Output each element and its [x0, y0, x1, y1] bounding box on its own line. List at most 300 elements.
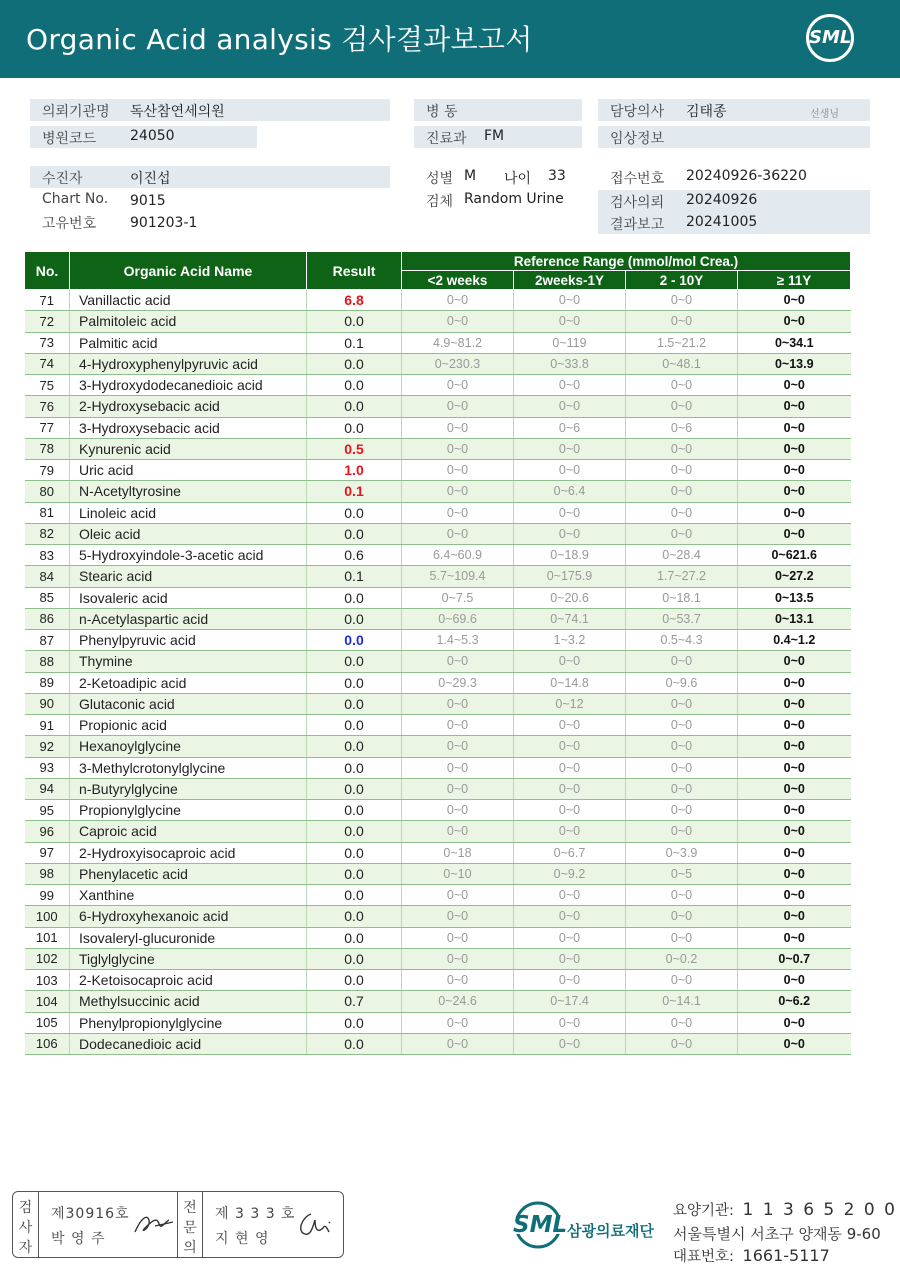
result-value: 0.0 [307, 821, 402, 842]
row-number: 90 [25, 693, 70, 714]
range-2-10y: 0~0 [626, 1012, 738, 1033]
range-11y: 0~0 [738, 800, 851, 821]
range-under-2weeks: 0~0 [402, 736, 514, 757]
range-2-10y: 1.5~21.2 [626, 332, 738, 353]
row-number: 89 [25, 672, 70, 693]
header-name: Organic Acid Name [70, 252, 307, 290]
range-under-2weeks: 0~69.6 [402, 608, 514, 629]
range-2-10y: 0~0 [626, 715, 738, 736]
result-value: 0.0 [307, 375, 402, 396]
range-under-2weeks: 4.9~81.2 [402, 332, 514, 353]
range-2weeks-1y: 0~6.7 [514, 842, 626, 863]
range-2-10y: 0~0 [626, 1033, 738, 1054]
table-row [25, 523, 851, 544]
foundation-address: 서울특별시 서초구 양재동 9-60 [673, 1225, 881, 1243]
result-value: 0.0 [307, 715, 402, 736]
range-2-10y: 0~0 [626, 375, 738, 396]
acid-name: Caproic acid [70, 821, 307, 842]
result-value: 0.0 [307, 651, 402, 672]
table-row [25, 630, 851, 651]
range-2weeks-1y: 0~0 [514, 502, 626, 523]
row-number: 94 [25, 778, 70, 799]
range-2-10y: 0~3.9 [626, 842, 738, 863]
acid-name: Thymine [70, 651, 307, 672]
table-row [25, 460, 851, 481]
acid-name: Propionic acid [70, 715, 307, 736]
range-11y: 0~13.9 [738, 353, 851, 374]
range-2weeks-1y: 0~14.8 [514, 672, 626, 693]
range-2-10y: 0~0 [626, 970, 738, 991]
request-date-field: 검사의뢰 20240926 [598, 190, 870, 212]
range-2-10y: 1.7~27.2 [626, 566, 738, 587]
range-under-2weeks: 0~0 [402, 927, 514, 948]
row-number: 92 [25, 736, 70, 757]
row-number: 106 [25, 1033, 70, 1054]
range-11y: 0~0 [738, 757, 851, 778]
range-under-2weeks: 0~7.5 [402, 587, 514, 608]
row-number: 105 [25, 1012, 70, 1033]
table-row [25, 375, 851, 396]
result-value: 0.0 [307, 630, 402, 651]
row-number: 93 [25, 757, 70, 778]
range-2weeks-1y: 0~33.8 [514, 353, 626, 374]
range-2-10y: 0~0 [626, 800, 738, 821]
range-2-10y: 0~5 [626, 863, 738, 884]
table-row [25, 821, 851, 842]
table-row [25, 906, 851, 927]
acid-name: 6-Hydroxyhexanoic acid [70, 906, 307, 927]
range-11y: 0~0 [738, 396, 851, 417]
range-11y: 0~34.1 [738, 332, 851, 353]
table-row [25, 863, 851, 884]
range-2-10y: 0~48.1 [626, 353, 738, 374]
result-value: 0.0 [307, 693, 402, 714]
range-2-10y: 0~18.1 [626, 587, 738, 608]
range-under-2weeks: 0~0 [402, 906, 514, 927]
row-number: 104 [25, 991, 70, 1012]
table-row [25, 970, 851, 991]
range-2weeks-1y: 0~0 [514, 523, 626, 544]
table-row [25, 736, 851, 757]
table-row [25, 438, 851, 459]
acid-name: Phenylpropionylglycine [70, 1012, 307, 1033]
range-11y: 0~0 [738, 736, 851, 757]
result-value: 0.0 [307, 587, 402, 608]
range-under-2weeks: 0~0 [402, 311, 514, 332]
table-row [25, 566, 851, 587]
row-number: 78 [25, 438, 70, 459]
range-under-2weeks: 0~0 [402, 970, 514, 991]
range-2weeks-1y: 1~3.2 [514, 630, 626, 651]
report-date-field: 결과보고 20241005 [598, 212, 870, 234]
acid-name: Xanthine [70, 885, 307, 906]
range-under-2weeks: 0~0 [402, 821, 514, 842]
specialist-label: 전문의 [177, 1192, 203, 1257]
acid-name: Vanillactic acid [70, 290, 307, 311]
result-value: 0.7 [307, 991, 402, 1012]
row-number: 91 [25, 715, 70, 736]
table-row [25, 545, 851, 566]
table-row [25, 608, 851, 629]
range-under-2weeks: 0~0 [402, 523, 514, 544]
range-under-2weeks: 0~0 [402, 502, 514, 523]
acid-name: 3-Hydroxydodecanedioic acid [70, 375, 307, 396]
range-2weeks-1y: 0~0 [514, 311, 626, 332]
range-11y: 0~0 [738, 1012, 851, 1033]
examiner-label: 검사자 [13, 1192, 39, 1257]
range-under-2weeks: 0~0 [402, 693, 514, 714]
range-2weeks-1y: 0~6 [514, 417, 626, 438]
result-value: 0.0 [307, 502, 402, 523]
range-2weeks-1y: 0~12 [514, 693, 626, 714]
table-row [25, 672, 851, 693]
acid-name: 4-Hydroxyphenylpyruvic acid [70, 353, 307, 374]
row-number: 88 [25, 651, 70, 672]
range-2-10y: 0~0 [626, 821, 738, 842]
range-11y: 0~0 [738, 693, 851, 714]
acid-name: Oleic acid [70, 523, 307, 544]
result-value: 0.1 [307, 332, 402, 353]
range-11y: 0~0 [738, 417, 851, 438]
receipt-no-field: 접수번호 20240926-36220 [610, 168, 807, 187]
row-number: 84 [25, 566, 70, 587]
range-under-2weeks: 0~0 [402, 417, 514, 438]
table-row [25, 991, 851, 1012]
range-2weeks-1y: 0~0 [514, 885, 626, 906]
table-row [25, 1012, 851, 1033]
signature-box [12, 1191, 344, 1258]
result-value: 0.0 [307, 1033, 402, 1054]
result-value: 0.5 [307, 438, 402, 459]
range-11y: 0~0 [738, 885, 851, 906]
range-11y: 0~0 [738, 863, 851, 884]
result-value: 0.0 [307, 311, 402, 332]
range-2weeks-1y: 0~0 [514, 1012, 626, 1033]
range-2-10y: 0~0 [626, 651, 738, 672]
range-11y: 0~0 [738, 672, 851, 693]
table-row [25, 715, 851, 736]
acid-name: n-Butyrylglycine [70, 778, 307, 799]
acid-name: Kynurenic acid [70, 438, 307, 459]
acid-name: Linoleic acid [70, 502, 307, 523]
acid-name: Methylsuccinic acid [70, 991, 307, 1012]
range-2-10y: 0~28.4 [626, 545, 738, 566]
result-value: 0.0 [307, 608, 402, 629]
range-under-2weeks: 0~0 [402, 375, 514, 396]
range-under-2weeks: 0~0 [402, 651, 514, 672]
result-value: 6.8 [307, 290, 402, 311]
header-range-2weeks-1y: 2weeks-1Y [514, 271, 626, 290]
header-range-under-2weeks: <2 weeks [402, 271, 514, 290]
row-number: 87 [25, 630, 70, 651]
range-2weeks-1y: 0~175.9 [514, 566, 626, 587]
row-number: 97 [25, 842, 70, 863]
range-11y: 0~0 [738, 502, 851, 523]
header-range-11y: ≥ 11Y [738, 271, 851, 290]
result-value: 0.0 [307, 800, 402, 821]
range-2-10y: 0~53.7 [626, 608, 738, 629]
acid-name: 2-Ketoisocaproic acid [70, 970, 307, 991]
row-number: 72 [25, 311, 70, 332]
row-number: 101 [25, 927, 70, 948]
result-value: 0.0 [307, 1012, 402, 1033]
range-under-2weeks: 6.4~60.9 [402, 545, 514, 566]
examiner-signature [131, 1210, 177, 1238]
range-2weeks-1y: 0~0 [514, 970, 626, 991]
range-2weeks-1y: 0~0 [514, 438, 626, 459]
header-result: Result [307, 252, 402, 290]
range-2-10y: 0~0 [626, 290, 738, 311]
result-value: 0.6 [307, 545, 402, 566]
range-2weeks-1y: 0~0 [514, 375, 626, 396]
acid-name: 2-Ketoadipic acid [70, 672, 307, 693]
range-11y: 0~0 [738, 375, 851, 396]
range-2weeks-1y: 0~9.2 [514, 863, 626, 884]
range-2-10y: 0~0 [626, 438, 738, 459]
row-number: 99 [25, 885, 70, 906]
range-2weeks-1y: 0~0 [514, 821, 626, 842]
acid-name: 3-Hydroxysebacic acid [70, 417, 307, 438]
table-row [25, 587, 851, 608]
acid-name: Palmitic acid [70, 332, 307, 353]
row-number: 103 [25, 970, 70, 991]
result-value: 0.0 [307, 778, 402, 799]
results-table [24, 251, 851, 1055]
row-number: 76 [25, 396, 70, 417]
range-2weeks-1y: 0~0 [514, 927, 626, 948]
acid-name: Palmitoleic acid [70, 311, 307, 332]
acid-name: Phenylpyruvic acid [70, 630, 307, 651]
acid-name: Uric acid [70, 460, 307, 481]
range-2weeks-1y: 0~17.4 [514, 991, 626, 1012]
range-11y: 0~0 [738, 481, 851, 502]
table-row [25, 311, 851, 332]
row-number: 85 [25, 587, 70, 608]
range-11y: 0~0 [738, 651, 851, 672]
institution-code: 요양기관: 1 1 3 6 5 2 0 0 [673, 1200, 897, 1220]
row-number: 100 [25, 906, 70, 927]
acid-name: n-Acetylaspartic acid [70, 608, 307, 629]
range-11y: 0.4~1.2 [738, 630, 851, 651]
acid-name: Hexanoylglycine [70, 736, 307, 757]
table-row [25, 885, 851, 906]
range-under-2weeks: 1.4~5.3 [402, 630, 514, 651]
range-under-2weeks: 0~0 [402, 290, 514, 311]
specialist-signature [295, 1208, 339, 1240]
table-row [25, 290, 851, 311]
range-11y: 0~27.2 [738, 566, 851, 587]
range-2weeks-1y: 0~0 [514, 736, 626, 757]
result-value: 0.0 [307, 885, 402, 906]
result-value: 0.0 [307, 353, 402, 374]
table-row [25, 693, 851, 714]
examiner-name: 박 영 주 [51, 1231, 106, 1247]
range-2-10y: 0~0 [626, 523, 738, 544]
acid-name: Propionylglycine [70, 800, 307, 821]
department-field: 진료과 FM [414, 126, 582, 148]
hospital-code-field: 병원코드 24050 [30, 126, 257, 148]
patient-field: 수진자 이진섭 [30, 166, 390, 188]
range-2weeks-1y: 0~0 [514, 460, 626, 481]
range-under-2weeks: 0~0 [402, 460, 514, 481]
row-number: 80 [25, 481, 70, 502]
acid-name: 3-Methylcrotonylglycine [70, 757, 307, 778]
row-number: 75 [25, 375, 70, 396]
doctor-field: 담당의사 김태종 선생님 [598, 99, 870, 121]
ward-field: 병 동 [414, 99, 582, 121]
row-number: 98 [25, 863, 70, 884]
range-11y: 0~0 [738, 821, 851, 842]
header-no: No. [25, 252, 70, 290]
range-11y: 0~0 [738, 523, 851, 544]
range-2-10y: 0~0 [626, 460, 738, 481]
range-11y: 0~0 [738, 906, 851, 927]
result-value: 0.0 [307, 523, 402, 544]
acid-name: Isovaleryl-glucuronide [70, 927, 307, 948]
footer-sml-text: SML [513, 1212, 568, 1238]
range-11y: 0~0 [738, 460, 851, 481]
sml-logo: SML [806, 14, 854, 62]
specialist-name: 지 현 영 [215, 1231, 270, 1247]
range-2-10y: 0~0 [626, 757, 738, 778]
acid-name: Tiglylglycine [70, 948, 307, 969]
range-under-2weeks: 5.7~109.4 [402, 566, 514, 587]
specimen-field: 검체 Random Urine [426, 191, 564, 210]
table-row [25, 778, 851, 799]
range-11y: 0~0 [738, 438, 851, 459]
range-under-2weeks: 0~0 [402, 885, 514, 906]
range-2-10y: 0~0 [626, 502, 738, 523]
range-11y: 0~0 [738, 290, 851, 311]
chart-no-field: Chart No. 9015 [42, 191, 166, 209]
range-2weeks-1y: 0~0 [514, 396, 626, 417]
range-2weeks-1y: 0~6.4 [514, 481, 626, 502]
phone-number: 대표번호: 1661-5117 [673, 1246, 830, 1265]
row-number: 83 [25, 545, 70, 566]
acid-name: Glutaconic acid [70, 693, 307, 714]
result-value: 0.0 [307, 906, 402, 927]
acid-name: 2-Hydroxysebacic acid [70, 396, 307, 417]
range-under-2weeks: 0~0 [402, 948, 514, 969]
range-11y: 0~6.2 [738, 991, 851, 1012]
range-11y: 0~0 [738, 970, 851, 991]
result-value: 0.1 [307, 481, 402, 502]
range-11y: 0~0 [738, 778, 851, 799]
range-2-10y: 0~0 [626, 906, 738, 927]
row-number: 77 [25, 417, 70, 438]
range-2weeks-1y: 0~20.6 [514, 587, 626, 608]
range-2-10y: 0~9.6 [626, 672, 738, 693]
table-row [25, 417, 851, 438]
range-2weeks-1y: 0~0 [514, 290, 626, 311]
table-row [25, 353, 851, 374]
range-under-2weeks: 0~0 [402, 481, 514, 502]
range-2weeks-1y: 0~0 [514, 757, 626, 778]
range-2weeks-1y: 0~0 [514, 800, 626, 821]
row-number: 86 [25, 608, 70, 629]
row-number: 81 [25, 502, 70, 523]
range-under-2weeks: 0~29.3 [402, 672, 514, 693]
range-2-10y: 0~0 [626, 396, 738, 417]
range-2-10y: 0~0 [626, 736, 738, 757]
result-value: 0.0 [307, 396, 402, 417]
table-row [25, 927, 851, 948]
table-row [25, 800, 851, 821]
result-value: 0.1 [307, 566, 402, 587]
sex-age-field: 성별 M 나이 33 [426, 168, 566, 187]
acid-name: Stearic acid [70, 566, 307, 587]
range-2weeks-1y: 0~0 [514, 906, 626, 927]
range-under-2weeks: 0~0 [402, 438, 514, 459]
range-2weeks-1y: 0~74.1 [514, 608, 626, 629]
range-11y: 0~13.5 [738, 587, 851, 608]
clinical-field: 임상정보 [598, 126, 870, 148]
row-number: 73 [25, 332, 70, 353]
range-under-2weeks: 0~10 [402, 863, 514, 884]
range-under-2weeks: 0~18 [402, 842, 514, 863]
acid-name: 5-Hydroxyindole-3-acetic acid [70, 545, 307, 566]
unique-no-field: 고유번호 901203-1 [42, 215, 198, 232]
range-11y: 0~0 [738, 311, 851, 332]
report-title: Organic Acid analysis 검사결과보고서 [26, 23, 533, 56]
specialist-license: 제 3 3 3 호 [215, 1206, 296, 1222]
range-2weeks-1y: 0~18.9 [514, 545, 626, 566]
table-row [25, 948, 851, 969]
table-row [25, 757, 851, 778]
range-11y: 0~621.6 [738, 545, 851, 566]
range-11y: 0~0.7 [738, 948, 851, 969]
table-row [25, 396, 851, 417]
range-11y: 0~0 [738, 1033, 851, 1054]
range-under-2weeks: 0~0 [402, 757, 514, 778]
table-row [25, 1033, 851, 1054]
range-2weeks-1y: 0~119 [514, 332, 626, 353]
range-2-10y: 0~0.2 [626, 948, 738, 969]
range-11y: 0~0 [738, 715, 851, 736]
range-under-2weeks: 0~0 [402, 778, 514, 799]
table-row [25, 842, 851, 863]
range-under-2weeks: 0~0 [402, 800, 514, 821]
header-reference-range: Reference Range (mmol/mol Crea.) [402, 252, 851, 271]
result-value: 0.0 [307, 863, 402, 884]
range-under-2weeks: 0~0 [402, 1033, 514, 1054]
acid-name: Isovaleric acid [70, 587, 307, 608]
range-2-10y: 0~0 [626, 885, 738, 906]
row-number: 79 [25, 460, 70, 481]
range-under-2weeks: 0~0 [402, 396, 514, 417]
foundation-name: 삼광의료재단 [567, 1222, 654, 1240]
table-row [25, 502, 851, 523]
range-2-10y: 0~14.1 [626, 991, 738, 1012]
range-2weeks-1y: 0~0 [514, 651, 626, 672]
acid-name: Dodecanedioic acid [70, 1033, 307, 1054]
header-range-2-10y: 2 - 10Y [626, 271, 738, 290]
result-value: 0.0 [307, 672, 402, 693]
range-2-10y: 0~0 [626, 778, 738, 799]
range-2weeks-1y: 0~0 [514, 1033, 626, 1054]
range-2-10y: 0~6 [626, 417, 738, 438]
row-number: 95 [25, 800, 70, 821]
result-value: 0.0 [307, 948, 402, 969]
row-number: 74 [25, 353, 70, 374]
range-2-10y: 0~0 [626, 927, 738, 948]
range-2weeks-1y: 0~0 [514, 715, 626, 736]
range-under-2weeks: 0~0 [402, 1012, 514, 1033]
table-row [25, 481, 851, 502]
result-value: 0.0 [307, 970, 402, 991]
range-11y: 0~13.1 [738, 608, 851, 629]
result-value: 0.0 [307, 842, 402, 863]
